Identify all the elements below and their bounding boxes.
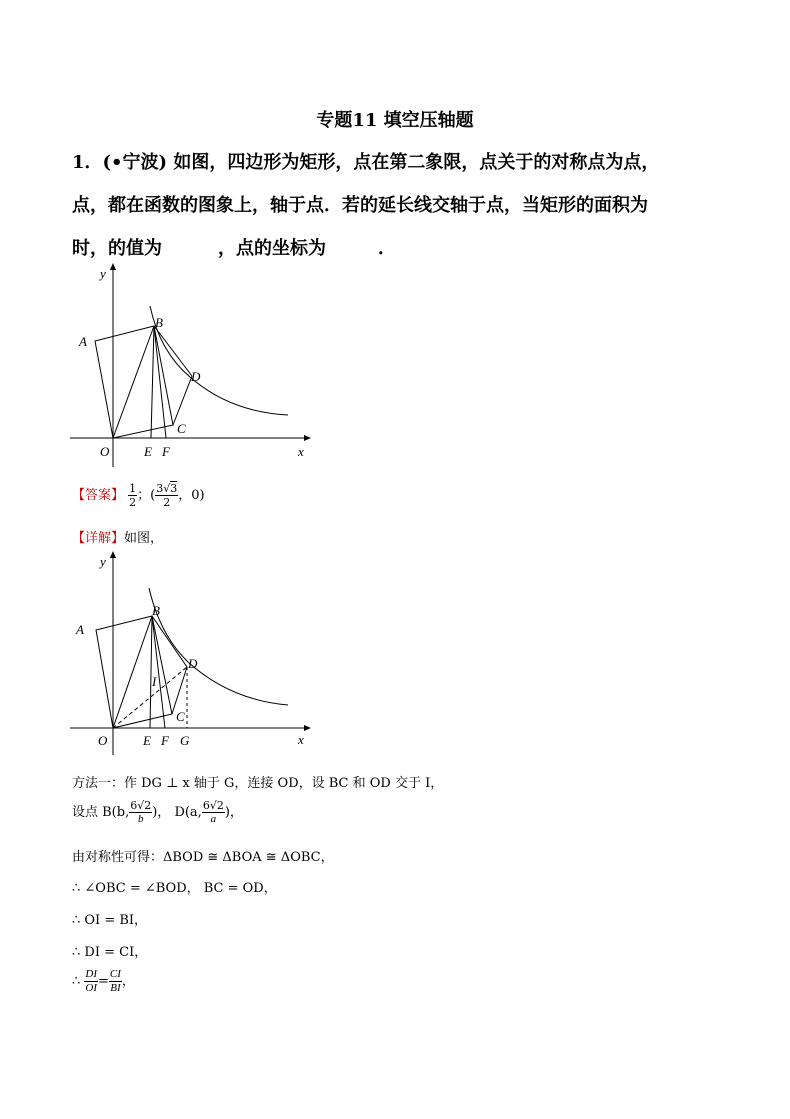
label-y: y <box>100 266 106 281</box>
label-F: F <box>162 444 170 459</box>
segment-DC <box>173 376 192 425</box>
label-y-2: y <box>100 554 106 569</box>
label-O-2: O <box>98 733 108 748</box>
x-arrow <box>304 435 311 441</box>
label-E-2: E <box>143 733 151 748</box>
solution-line-5: ∴ OI = BI， <box>72 913 148 928</box>
explain-text: 如图， <box>124 531 164 546</box>
solution-line-3: 由对称性可得：ΔBOD ≅ ΔBOA ≅ ΔOBC， <box>72 850 334 865</box>
label-B-2: B <box>152 603 160 618</box>
answer-fraction-1: $\frac{1}{2}$ <box>129 482 137 509</box>
fraction-a: $\frac{6√2}{a}$ <box>202 799 224 825</box>
question-line-3-part-a: 时，的值为 <box>72 238 162 259</box>
solution-line-7: ∴ $\frac{DI}{OI}$ = $\frac{CI}{BI}$ ， <box>72 968 135 994</box>
segment-OB-2 <box>113 616 152 728</box>
answer-tag: 【答案】 <box>72 488 125 503</box>
segment-DC-2 <box>172 667 187 714</box>
segment-BF <box>154 326 166 438</box>
hyperbola-curve <box>150 306 288 415</box>
label-B: B <box>155 315 163 330</box>
solution-line-6: ∴ DI = CI， <box>72 945 148 960</box>
label-A: A <box>79 334 87 349</box>
y-arrow-2 <box>110 551 116 558</box>
segment-BE <box>151 326 154 438</box>
y-arrow <box>110 263 116 270</box>
answer-line <box>72 482 205 509</box>
question-line-3-part-c: ． <box>378 238 396 259</box>
label-I: I <box>152 674 157 689</box>
hyperbola-curve-2 <box>149 588 288 705</box>
segment-OB <box>113 326 154 438</box>
label-G: G <box>180 733 190 748</box>
label-D: D <box>191 369 201 384</box>
label-D-2: D <box>188 656 198 671</box>
solution-line-4: ∴ ∠OBC = ∠BOD， BC = OD， <box>72 881 277 896</box>
answer-tail: ，0) <box>178 488 205 503</box>
label-F-2: F <box>161 733 169 748</box>
x-arrow-2 <box>304 725 311 731</box>
question-line-2: 点，都在函数的图象上，轴于点．若的延长线交轴于点，当矩形的面积为 <box>72 195 648 216</box>
explain-tag: 【详解】 <box>72 531 125 546</box>
label-x: x <box>298 444 304 459</box>
segment-BD <box>154 326 192 376</box>
rectangle-OABC-2 <box>96 616 172 728</box>
label-E: E <box>144 444 152 459</box>
page-title: 专题11 填空压轴题 <box>316 110 474 131</box>
question-line-3-part-b: ，点的坐标为 <box>218 238 326 259</box>
fraction-b: $\frac{6√2}{b}$ <box>130 799 152 825</box>
answer-separator: ；( <box>137 488 156 503</box>
label-C-2: C <box>176 709 185 724</box>
answer-fraction-2: $\frac{3√3}{2}$ <box>156 482 178 509</box>
figure-1-diagram <box>70 262 320 477</box>
label-A-2: A <box>76 622 84 637</box>
solution-line-2: 设点 B(b, $\frac{6√2}{b}$ )， D(a, $\frac{6√2}{a}$ )， <box>72 799 243 825</box>
explain-line <box>72 527 163 546</box>
figure-2-diagram <box>70 550 320 765</box>
question-line-1: 1．(•宁波) 如图，四边形为矩形，点在第二象限，点关于的对称点为点， <box>72 152 660 173</box>
label-C: C <box>177 421 186 436</box>
question-line-3 <box>72 234 396 260</box>
segment-BE-2 <box>150 616 152 728</box>
label-x-2: x <box>298 732 304 747</box>
solution-line-1: 方法一：作 DG ⊥ x 轴于 G，连接 OD，设 BC 和 OD 交于 I， <box>72 776 444 791</box>
fraction-DI-OI: $\frac{DI}{OI}$ <box>85 968 98 994</box>
label-O: O <box>100 444 110 459</box>
fraction-CI-BI: $\frac{CI}{BI}$ <box>109 968 121 994</box>
